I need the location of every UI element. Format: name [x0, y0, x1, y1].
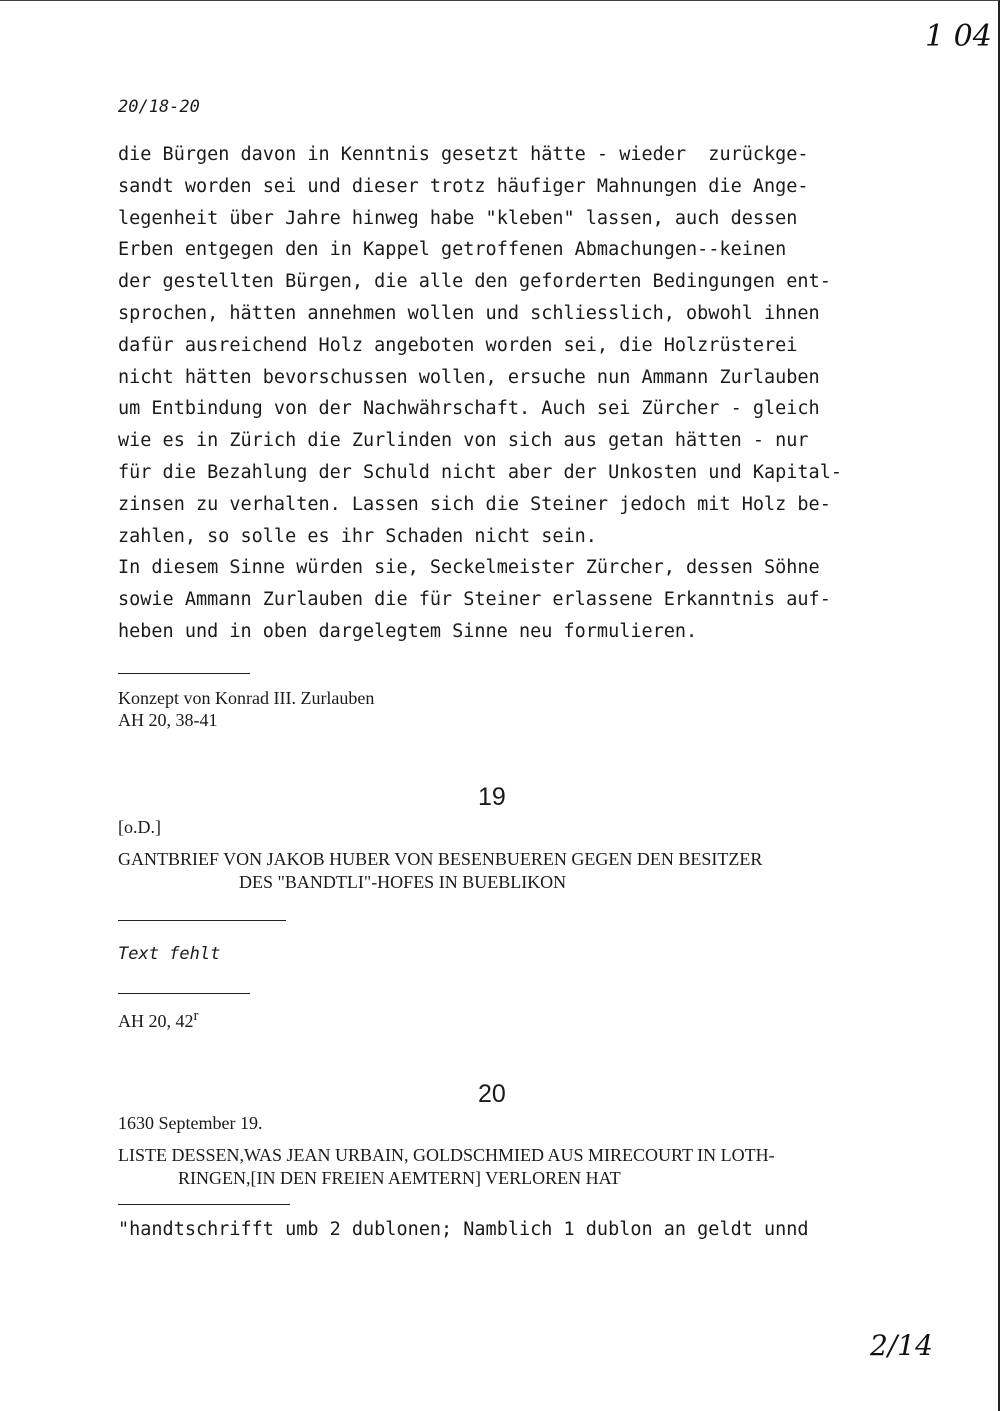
- paragraph-line: sowie Ammann Zurlauben die für Steiner erlassene Erkanntnis auf-: [118, 589, 831, 611]
- entry-19-source: [118, 1005, 199, 1033]
- entry-20-text-start: "handtschrifft umb 2 dublonen; Namblich 1 dublon an geldt unnd: [118, 1219, 809, 1240]
- source-note-18: [118, 687, 374, 731]
- paragraph-line: legenheit über Jahre hinweg habe "kleben" lassen, auch dessen: [118, 207, 798, 229]
- paragraph-line: wie es in Zürich die Zurlinden von sich aus getan hätten - nur: [118, 430, 809, 452]
- entry-20-title-line2: RINGEN,[IN DEN FREIEN AEMTERN] VERLOREN HAT: [178, 1168, 621, 1188]
- main-paragraph: [118, 139, 908, 648]
- entry-19-source-sup: r: [193, 1008, 199, 1024]
- paragraph-line: die Bürgen davon in Kenntnis gesetzt hätte - wieder zurückge-: [118, 144, 809, 165]
- entry-19-date: [o.D.]: [118, 817, 161, 837]
- paragraph-line: sprochen, hätten annehmen wollen und schliesslich, obwohl ihnen: [118, 302, 820, 324]
- paragraph-line: heben und in oben dargelegtem Sinne neu formulieren.: [118, 620, 698, 642]
- divider: [118, 673, 250, 674]
- paragraph-line: zahlen, so solle es ihr Schaden nicht sein.: [118, 525, 597, 547]
- source-note-line1: Konzept von Konrad III. Zurlauben: [118, 688, 375, 708]
- entry-19-number: 19: [478, 783, 506, 811]
- entry-19-title-line2: DES "BANDTLI"-HOFES IN BUEBLIKON: [239, 872, 567, 892]
- reference-top: 20/18-20: [118, 97, 200, 117]
- paragraph-line: In diesem Sinne würden sie, Seckelmeister Zürcher, dessen Söhne: [118, 557, 820, 579]
- paragraph-line: um Entbindung von der Nachwährschaft. Auch sei Zürcher - gleich: [118, 398, 820, 420]
- divider: [118, 993, 250, 994]
- entry-20-number: 20: [478, 1080, 506, 1108]
- divider: [118, 1204, 290, 1205]
- entry-20-date: 1630 September 19.: [118, 1113, 263, 1133]
- paragraph-line: Erben entgegen den in Kappel getroffenen Abmachungen--keinen: [118, 239, 787, 261]
- paragraph-line: nicht hätten bevorschussen wollen, ersuche nun Ammann Zurlauben: [118, 366, 820, 388]
- source-note-line2: AH 20, 38-41: [118, 710, 218, 730]
- handwritten-bottom-mark: 2/14: [870, 1329, 933, 1362]
- text-missing-note: Text fehlt: [118, 944, 221, 964]
- paragraph-line: der gestellten Bürgen, die alle den geforderten Bedingungen ent-: [118, 271, 831, 293]
- paragraph-line: dafür ausreichend Holz angeboten worden sei, die Holzrüsterei: [118, 334, 798, 356]
- paragraph-line: zinsen zu verhalten. Lassen sich die Steiner jedoch mit Holz be-: [118, 493, 831, 515]
- entry-19-source-text: AH 20, 42: [118, 1011, 194, 1031]
- paragraph-line: sandt worden sei und dieser trotz häufiger Mahnungen die Ange-: [118, 175, 809, 197]
- divider: [118, 920, 286, 921]
- entry-19-title-line1: GANTBRIEF VON JAKOB HUBER VON BESENBUEREN GEGEN DEN BESITZER: [118, 849, 763, 869]
- entry-20-title-line1: LISTE DESSEN,WAS JEAN URBAIN, GOLDSCHMIED AUS MIRECOURT IN LOTH-: [118, 1145, 775, 1165]
- handwritten-page-number: 1 04: [925, 19, 992, 54]
- paragraph-line: für die Bezahlung der Schuld nicht aber der Unkosten und Kapital-: [118, 461, 842, 483]
